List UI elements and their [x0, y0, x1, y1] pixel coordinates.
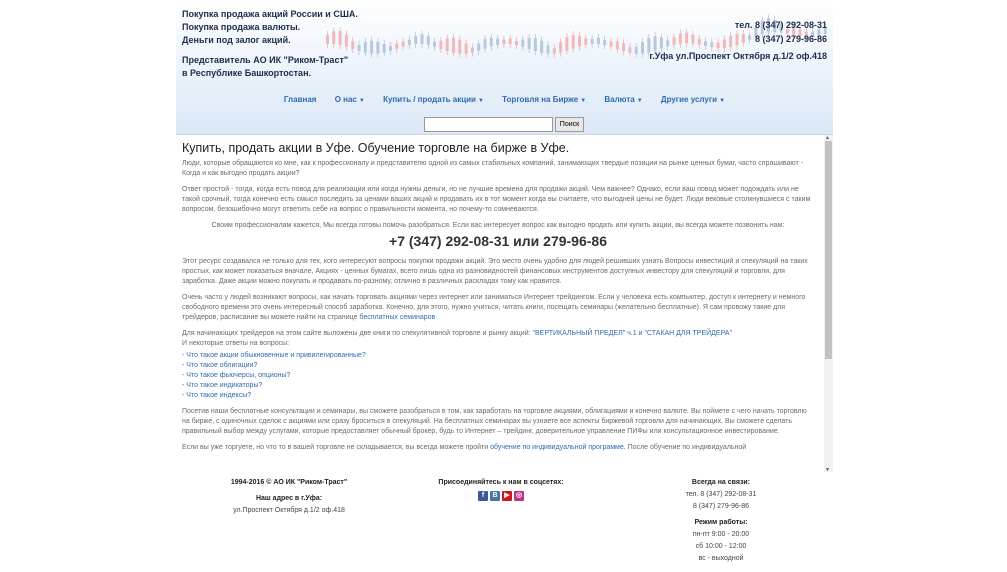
question-link[interactable]: - Что такое индексы? [182, 392, 252, 399]
search-input[interactable] [424, 117, 553, 132]
hours-sunday: вс - выходной [698, 555, 744, 562]
nav-currency[interactable] [604, 95, 642, 104]
caret-down-icon: ▼ [636, 98, 643, 104]
footer [176, 472, 833, 572]
footer-company [204, 477, 374, 517]
individual-text: Если вы уже торгуете, но что то в вашей торговле не складывается, вы всегда можете пройти [182, 444, 489, 451]
list-item [182, 381, 814, 391]
footer-social [416, 477, 586, 501]
slogan-line-1: Покупка продажа акций России и США. [182, 9, 358, 19]
paragraph-consultations: Посетив наши бесплатные консультации и семинары, вы сможете разобраться в том, как заработать на торговле акциями, облигациями и конечно валюте. Вы поймете с чего начать торговлю на бирже, с одиночных сделок с акциями или сразу броситься в спекуляций. На бесплатных семинарах вы узнаете все аспекты биржевой торговли для начинающих. Вы сможете сделать правильный выбор между услугами, которые предоставляет обычный брокер, будь то Интернет – трейдинг, доверительное управление ПИФы или консультационное инвестирование. [182, 408, 807, 435]
nav-other-label: Другие услуги [660, 95, 718, 104]
nav-currency-label: Валюта [604, 95, 635, 104]
paragraph-resource: Этот ресурс создавался не только для тех, кого интересуют вопросы покупки продажи акций. Это место очень удобно для людей решивших узнать Вопросы инвестиций и спекуляций на таких простых, как может показаться вначале, Акциях - ценных бумагах, всего лишь одна из разновидностей финансовых инструментов доступных инвестору для спекуляций и торговли, для заработка. Даже акции можно покупать и продавать по-разному, отлично в различных раскладах тому как нравится. [182, 258, 808, 285]
nav-buy-sell-label: Купить / продать акции [383, 95, 476, 104]
scrollbar-thumb[interactable] [825, 141, 832, 359]
question-link[interactable]: - Что такое акции обыкновенные и привилегированные? [182, 352, 366, 359]
list-item [182, 351, 814, 361]
nav-about-label: О нас [334, 95, 357, 104]
nav-buy-sell-shares[interactable] [383, 95, 484, 104]
caret-down-icon: ▼ [580, 98, 587, 104]
header-phone-2[interactable]: 8 (347) 279-96-86 [754, 34, 827, 44]
big-phone-number[interactable]: +7 (347) 292-08-31 или 279-96-86 [389, 233, 607, 249]
header-phones [735, 18, 827, 46]
representative-line-2: в Республике Башкортостан. [182, 68, 312, 78]
hours-title: Режим работы: [694, 519, 748, 526]
main-content[interactable] [176, 134, 833, 472]
slogan-line-2: Покупка продажа валюты. [182, 22, 301, 32]
list-item [182, 391, 814, 401]
slogan-line-3: Деньги под залог акций. [182, 35, 291, 45]
nav-about[interactable] [335, 95, 365, 104]
search-bar [424, 117, 584, 132]
copyright: 1994-2016 © АО ИК "Риком-Траст" [230, 479, 348, 486]
paragraph-call-us: Своим профессионалам кажется, Мы всегда готовы помочь разобраться. Если вас интересует вопрос как выгодно продать или купить акции, вы всегда можете позвонить нам: [211, 222, 785, 229]
footer-phone-1[interactable]: тел. 8 (347) 292-08-31 [685, 491, 757, 498]
seminars-text: Очень часто у людей возникают вопросы, как начать торговать акциями через интернет или заниматься Интернет трейдингом. Если у человека есть компьютер, доступ к интернету и немного свободного времени это очень интересный способ заработка. Конечно, для этого, нужно учиться, читать книги, посещать семинары (желательно бесплатные). Я сам провожу такие для трейдеров, расписание вы можете найти на странице [182, 294, 806, 321]
site-container [176, 0, 833, 572]
header-address: г.Уфа ул.Проспект Октября д.1/2 оф.418 [649, 51, 827, 61]
representative-line-1: Представитель АО ИК "Риком-Траст" [182, 55, 349, 65]
contact-title: Всегда на связи: [691, 479, 751, 486]
question-link[interactable]: - Что такое индикаторы? [182, 382, 263, 389]
footer-contacts [636, 477, 806, 565]
individual-program-link[interactable]: обучение по индивидуальной программе [490, 444, 624, 451]
paragraph-seminars [182, 293, 814, 323]
caret-down-icon: ▼ [358, 98, 365, 104]
page-title: Купить, продать акции в Уфе. Обучение торговле на бирже в Уфе. [182, 141, 570, 155]
header-slogan [182, 8, 358, 80]
search-button[interactable]: Поиск [555, 117, 584, 132]
paragraph-books [182, 329, 814, 349]
questions-intro: И некоторые ответы на вопросы: [182, 340, 290, 347]
youtube-icon[interactable]: ▶ [502, 491, 512, 501]
books-text: Для начинающих трейдеров на этом сайте выложены две книги по спекулятивной торговле и рынку акций: [182, 330, 531, 337]
caret-down-icon: ▼ [477, 98, 484, 104]
paragraph-intro: Люди, которые обращаются ко мне, как к профессионалу и представителю одной из самых стабильных компаний, занимающих твердые позиции на рынке ценных бумаг, часто спрашивают - Когда и как выгодно продать акции? [182, 160, 803, 177]
paragraph-individual [182, 443, 814, 453]
vkontakte-icon[interactable]: B [490, 491, 500, 501]
scroll-up-icon[interactable]: ▲ [825, 135, 830, 141]
footer-address: ул.Проспект Октября д.1/2 оф.418 [233, 507, 345, 514]
header-phone-1[interactable]: тел. 8 (347) 292-08-31 [734, 20, 827, 30]
books-link[interactable]: "ВЕРТИКАЛЬНЫЙ ПРЕДЕЛ" ч.1 и "СТАКАН ДЛЯ ТРЕЙДЕРА" [532, 330, 732, 337]
list-item [182, 361, 814, 371]
header [176, 0, 833, 134]
address-title: Наш адрес в г.Уфа: [255, 495, 323, 502]
list-item [182, 371, 814, 381]
free-seminars-link[interactable]: бесплатных семинаров [359, 314, 436, 321]
scroll-down-icon[interactable]: ▼ [825, 467, 830, 472]
main-nav [176, 95, 833, 104]
nav-home-label: Главная [283, 95, 317, 104]
questions-list [182, 351, 814, 401]
hours-saturday: сб 10:00 - 12:00 [695, 543, 747, 550]
nav-trading-label: Торговля на Бирже [502, 95, 579, 104]
paragraph-answer: Ответ простой - тогда, когда есть повод для реализации или когда нужны деньги, но не лучшие времена для продажи акций. Чем важнее? Однако, если ваш повод может подождать или не такой срочный, тогда конечно есть смысл последить за ценами ваших акций и продавать их в тот момент когда вы считаете, что выгодней цены не будет. Люди вековые столкнувшиеся с таким вопросом, безошибочно могут ответить себе на вопрос о правильности момента, но почему-то сомневаются. [182, 186, 811, 213]
nav-other-services[interactable] [661, 95, 725, 104]
content-scrollbar[interactable] [824, 135, 833, 472]
social-title: Присоединяйтесь к нам в соцсетях: [438, 479, 564, 486]
nav-home[interactable] [284, 95, 317, 104]
footer-phone-2[interactable]: 8 (347) 279-96-86 [692, 503, 750, 510]
question-link[interactable]: - Что такое фьючерсы, опционы? [182, 372, 291, 379]
nav-exchange-trading[interactable] [502, 95, 586, 104]
hours-weekdays: пн-пт 9:00 - 20:00 [692, 531, 750, 538]
instagram-icon[interactable]: ◎ [515, 492, 523, 499]
question-link[interactable]: - Что такое облигации? [182, 362, 258, 369]
individual-text-end: . После обучение по индивидуальной [623, 444, 747, 451]
facebook-icon[interactable]: f [478, 491, 488, 501]
caret-down-icon: ▼ [719, 98, 726, 104]
